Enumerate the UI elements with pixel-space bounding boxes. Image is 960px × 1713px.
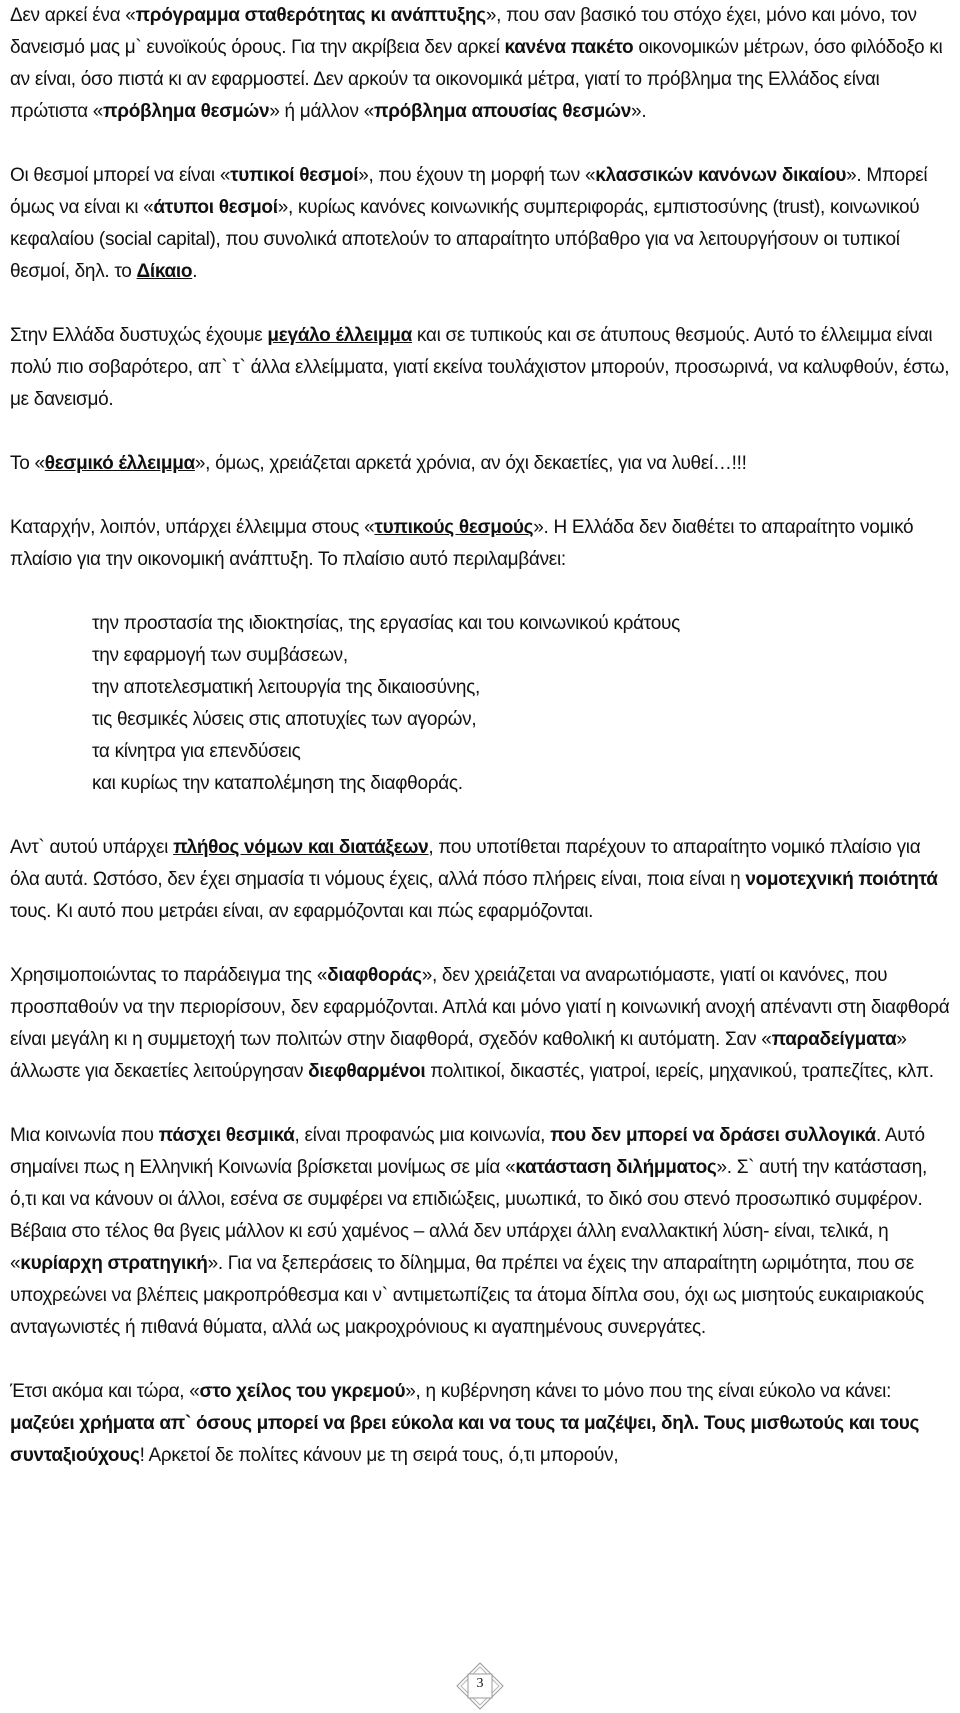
text-run: Το « [10, 453, 45, 474]
emphasized-text: πρόβλημα απουσίας θεσμών [373, 101, 632, 122]
text-run: , είναι προφανώς μια κοινωνία, [294, 1125, 551, 1146]
paragraph-gap [10, 928, 950, 960]
text-run: », η κυβέρνηση κάνει το μόνο που της είναι εύκολο να κάνει: [405, 1381, 892, 1402]
emphasized-text: Δίκαιο [136, 261, 193, 282]
emphasized-text: πλήθος νόμων και διατάξεων [173, 837, 429, 858]
emphasized-text: άτυποι θεσμοί [153, 197, 278, 218]
emphasized-text: που δεν μπορεί να δράσει συλλογικά [550, 1125, 876, 1146]
paragraph-gap [10, 288, 950, 320]
emphasized-text: διεφθαρμένοι [308, 1061, 426, 1082]
paragraph-gap [10, 416, 950, 448]
emphasized-text: πρόβλημα θεσμών [103, 101, 270, 122]
list-item: τα κίνητρα για επενδύσεις [92, 741, 301, 762]
paragraphs-after-list [10, 832, 950, 1472]
framework-list [10, 608, 950, 800]
text-run: ». Μπορεί όμως να είναι κι « [10, 165, 928, 218]
text-run: Οι θεσμοί μπορεί να είναι « [10, 165, 231, 186]
text-run: οικονομικών μέτρων, όσο φιλόδοξο κι αν είναι, όσο πιστά κι αν εφαρμοστεί. Δεν αρκούν τα οικονομικά μέτρα, γιατί το πρόβλημα της Ελλάδος είναι πρώτιστα « [10, 37, 943, 122]
paragraph [10, 1120, 950, 1344]
emphasized-text: μεγάλο έλλειμμα [267, 325, 412, 346]
emphasized-text: παραδείγματα [771, 1029, 897, 1050]
text-run: Στην Ελλάδα δυστυχώς έχουμε [10, 325, 268, 346]
paragraph [10, 0, 950, 128]
list-item: την αποτελεσματική λειτουργία της δικαιοσύνης, [92, 677, 480, 698]
text-run: ! Αρκετοί δε πολίτες κάνουν με τη σειρά τους, ό,τι μπορούν, [139, 1445, 619, 1466]
document-page [10, 0, 950, 1472]
paragraph-gap [10, 480, 950, 512]
text-run: », κυρίως κανόνες κοινωνικής συμπεριφοράς, εμπιστοσύνης (trust), κοινωνικού κεφαλαίου (social capital), που συνολικά αποτελούν το απαραίτητο υπόβαθρο για να λειτουργήσουν οι τυπικοί θεσμοί, δηλ. το [10, 197, 920, 282]
emphasized-text: κατάσταση διλήμματος [515, 1157, 717, 1178]
page-number-badge [456, 1662, 504, 1710]
paragraph-gap [10, 800, 950, 832]
emphasized-text: πάσχει θεσμικά [158, 1125, 295, 1146]
paragraph [10, 448, 950, 480]
paragraph [10, 960, 950, 1088]
text-run: Χρησιμοποιώντας το παράδειγμα της « [10, 965, 328, 986]
text-run: , που υποτίθεται παρέχουν το απαραίτητο νομικό πλαίσιο για όλα αυτά. Ωστόσο, δεν έχει σημασία τι νόμους έχεις, αλλά πόσο πλήρεις είναι, ποια είναι η [10, 837, 921, 890]
text-run: » ή μάλλον « [269, 101, 374, 122]
emphasized-text: πρόγραμμα σταθερότητας κι ανάπτυξης [135, 5, 486, 26]
text-run: πολιτικοί, δικαστές, γιατροί, ιερείς, μηχανικού, τραπεζίτες, κλπ. [425, 1061, 934, 1082]
emphasized-text: θεσμικό έλλειμμα [44, 453, 195, 474]
text-run: », που έχουν τη μορφή των « [358, 165, 596, 186]
paragraphs-before-list [10, 0, 950, 608]
text-run: . Αυτό σημαίνει πως η Ελληνική Κοινωνία βρίσκεται μονίμως σε μία « [10, 1125, 925, 1178]
list-item: την προστασία της ιδιοκτησίας, της εργασίας και του κοινωνικού κράτους [92, 613, 680, 634]
emphasized-text: νομοτεχνική ποιότητά [745, 869, 938, 890]
emphasized-text: διαφθοράς [327, 965, 422, 986]
text-run: Μια κοινωνία που [10, 1125, 159, 1146]
text-run: Δεν αρκεί ένα « [10, 5, 136, 26]
page-number: 3 [476, 1676, 484, 1691]
emphasized-text: κυρίαρχη στρατηγική [20, 1253, 208, 1274]
text-run: Έτσι ακόμα και τώρα, « [10, 1381, 200, 1402]
paragraph [10, 1376, 950, 1472]
list-item: τις θεσμικές λύσεις στις αποτυχίες των αγορών, [92, 709, 477, 730]
emphasized-text: κλασσικών κανόνων δικαίου [595, 165, 847, 186]
paragraph [10, 512, 950, 576]
list-item: την εφαρμογή των συμβάσεων, [92, 645, 348, 666]
text-run: », όμως, χρειάζεται αρκετά χρόνια, αν όχι δεκαετίες, για να λυθεί…!!! [194, 453, 747, 474]
paragraph-gap [10, 576, 950, 608]
text-run: ». [631, 101, 647, 122]
paragraph-gap [10, 128, 950, 160]
emphasized-text: τυπικοί θεσμοί [230, 165, 359, 186]
text-run: », που σαν βασικό του στόχο έχει, μόνο και μόνο, τον δανεισμό μας μ` ευνοϊκούς όρους. Για την ακρίβεια δεν αρκεί [10, 5, 917, 58]
text-run: ». Για να ξεπεράσεις το δίλημμα, θα πρέπει να έχεις την απαραίτητη ωριμότητα, που σε υποχρεώνει να βλέπεις μακροπρόθεσμα και ν` αντιμετωπίζεις τα άτομα δίπλα σου, όχι ως μισητούς ευκαιριακούς ανταγωνιστές ή πιθανά θύματα, αλλά ως μακροχρόνιους κι αγαπημένους συνεργάτες. [10, 1253, 924, 1338]
list-item: και κυρίως την καταπολέμηση της διαφθοράς. [92, 773, 463, 794]
paragraph [10, 320, 950, 416]
paragraph [10, 160, 950, 288]
paragraph-gap [10, 1088, 950, 1120]
emphasized-text: στο χείλος του γκρεμού [199, 1381, 406, 1402]
text-run: ». Η Ελλάδα δεν διαθέτει το απαραίτητο νομικό πλαίσιο για την οικονομική ανάπτυξη. Το πλαίσιο αυτό περιλαμβάνει: [10, 517, 914, 570]
text-run: » άλλωστε για δεκαετίες λειτούργησαν [10, 1029, 907, 1082]
paragraph-gap [10, 1344, 950, 1376]
text-run: », δεν χρειάζεται να αναρωτιόμαστε, γιατί οι κανόνες, που προσπαθούν να την περιορίσουν, δεν εφαρμόζονται. Απλά και μόνο γιατί η κοινωνική ανοχή απέναντι στη διαφθορά είναι μεγάλη κι η συμμετοχή των πολιτών στην διαφθορά, σχεδόν καθολική κι αυτόματη. Σαν « [10, 965, 950, 1050]
text-run: Αντ` αυτού υπάρχει [10, 837, 174, 858]
text-run: Καταρχήν, λοιπόν, υπάρχει έλλειμμα στους « [10, 517, 375, 538]
emphasized-text: τυπικούς θεσμούς [374, 517, 534, 538]
text-run: τους. Κι αυτό που μετράει είναι, αν εφαρμόζονται και πώς εφαρμόζονται. [10, 901, 594, 922]
text-run: ». Σ` αυτή την κατάσταση, ό,τι και να κάνουν οι άλλοι, εσένα σε συμφέρει να επιδιώξεις, μυωπικά, το δικό σου στενό προσωπικό συμφέρον. Βέβαια στο τέλος θα βγεις μάλλον κι εσύ χαμένος – αλλά δεν υπάρχει άλλη εναλλακτική λύση- είναι, τελικά, η « [10, 1157, 928, 1274]
emphasized-text: μαζεύει χρήματα απ` όσους μπορεί να βρει εύκολα και να τους τα μαζέψει, δηλ. Τους μισθωτούς και τους συνταξιούχους [10, 1413, 920, 1466]
emphasized-text: κανένα πακέτο [504, 37, 634, 58]
paragraph [10, 832, 950, 928]
text-run: . [192, 261, 198, 282]
text-run: και σε τυπικούς και σε άτυπους θεσμούς. Αυτό το έλλειμμα είναι πολύ πιο σοβαρότερο, απ` τ` άλλα ελλείμματα, γιατί εκείνα τουλάχιστον μπορούν, προσωρινά, να καλυφθούν, έστω, με δανεισμό. [10, 325, 950, 410]
